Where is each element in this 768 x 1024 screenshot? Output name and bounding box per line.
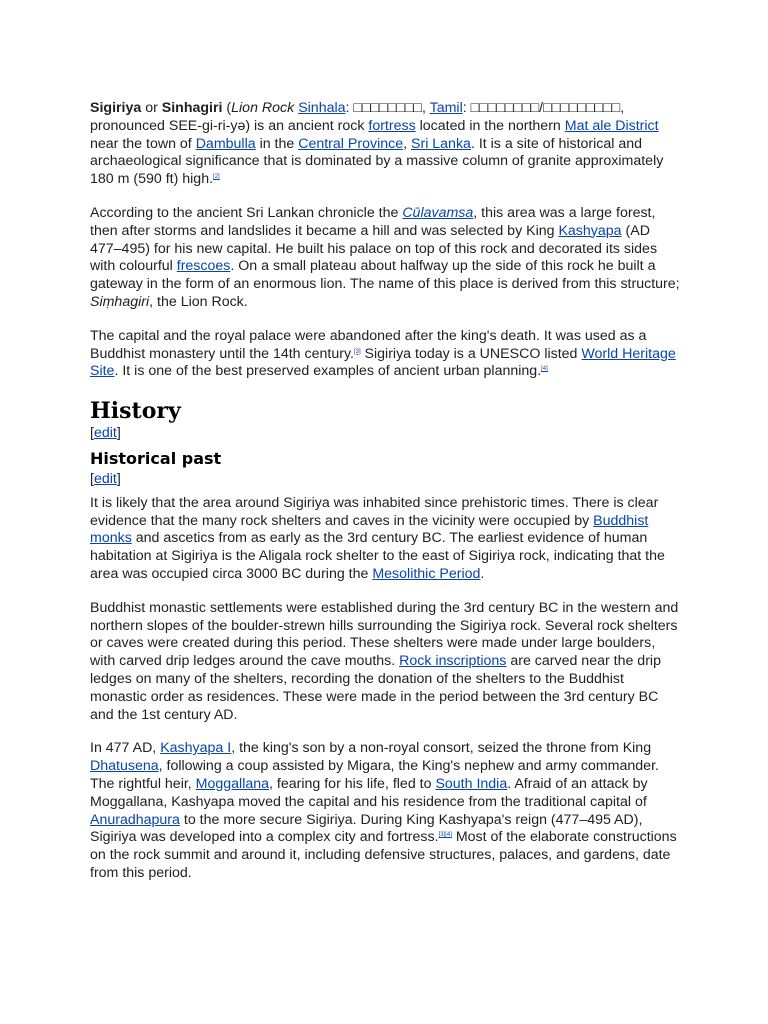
article-body bbox=[90, 100, 680, 899]
link-dambulla[interactable]: Dambulla bbox=[195, 135, 256, 152]
term-simhagiri: Siṃhagiri bbox=[90, 293, 150, 310]
link-rock-inscriptions[interactable]: Rock inscriptions bbox=[399, 653, 507, 670]
link-central-province[interactable]: Central Province bbox=[298, 135, 404, 152]
link-moggallana[interactable]: Moggallana bbox=[195, 775, 270, 792]
reference-marker[interactable] bbox=[213, 174, 220, 180]
intro-paragraph-3: The capital and the royal palace were abandoned after the king's death. It was used as a Buddhist monastery until the 14th century.[3] Sigiriya today is a UNESCO listed World Heritage Site. It is one of the best preserved examples of ancient urban planning.[4] bbox=[90, 327, 676, 380]
reference-marker[interactable] bbox=[354, 349, 361, 355]
history-paragraph-2: Buddhist monastic settlements were established during the 3rd century BC in the western and northern slopes of the boulder-strewn hills surrounding the Sigiriya rock. Several rock shelters or caves were created during this period. These shelters were made under large boulders, with carved drip ledges around the cave mouths. Rock inscriptions are carved near the drip ledges on many of the shelters, recording the donation of the shelters to the Buddhist monastic order as residences. These were made in the period between the 3rd century BC and the 1st century AD. bbox=[90, 599, 679, 723]
intro-paragraph-1: Sigiriya or Sinhagiri (Lion Rock Sinhala: □□□□□□□□, Tamil: □□□□□□□□/□□□□□□□□□, pronounced SEE-gi-ri-yə) is an ancient rock fortress located in the northern Mat ale District near the town of Dambulla in the Central Province, Sri Lanka. It is a site of historical and archaeological significance that is dominated by a massive column of granite approximately 180 m (590 ft) high.[2] bbox=[90, 100, 664, 188]
link-south-india[interactable]: South India bbox=[435, 775, 508, 792]
link-frescoes[interactable]: frescoes bbox=[176, 258, 231, 275]
link-dhatusena[interactable]: Dhatusena bbox=[90, 758, 159, 775]
link-culavamsa[interactable]: Cūlavamsa bbox=[402, 204, 474, 221]
edit-link[interactable]: edit bbox=[93, 470, 117, 487]
edit-section-history: [edit] bbox=[90, 425, 121, 442]
link-mesolithic-period[interactable]: Mesolithic Period bbox=[372, 565, 481, 582]
reference-marker[interactable] bbox=[439, 832, 452, 838]
link-sinhala[interactable]: Sinhala bbox=[298, 100, 346, 116]
reference-link[interactable]: [3] bbox=[353, 348, 361, 355]
sinhala-script: □□□□□□□□ bbox=[353, 100, 422, 116]
reference-link[interactable]: [3][4] bbox=[438, 832, 452, 839]
link-fortress[interactable]: fortress bbox=[368, 117, 416, 134]
edit-section-historical-past: [edit] bbox=[90, 470, 121, 487]
history-paragraph-1: It is likely that the area around Sigiriya was inhabited since prehistoric times. There is clear evidence that the many rock shelters and caves in the vicinity were occupied by Buddhist monks and ascetics from as early as the 3rd century BC. The earliest evidence of human habitation at Sigiriya is the Aligala rock shelter to the east of Sigiriya rock, indicating that the area was occupied circa 3000 BC during the Mesolithic Period. bbox=[90, 494, 665, 582]
link-sri-lanka[interactable]: Sri Lanka bbox=[411, 135, 471, 152]
section-heading-history: History bbox=[90, 398, 181, 425]
subsection-heading-historical-past: Historical past bbox=[90, 448, 222, 468]
reference-marker[interactable] bbox=[541, 366, 548, 372]
link-tamil[interactable]: Tamil bbox=[429, 100, 463, 116]
link-kashyapa-i[interactable]: Kashyapa I bbox=[160, 740, 232, 757]
term-lion-rock: Lion Rock bbox=[231, 100, 295, 116]
reference-link[interactable]: [4] bbox=[541, 366, 548, 373]
link-world-heritage-site[interactable]: World Heritage Site bbox=[90, 345, 676, 380]
link-anuradhapura[interactable]: Anuradhapura bbox=[90, 811, 180, 828]
tamil-script: □□□□□□□□/□□□□□□□□□ bbox=[470, 100, 621, 116]
link-kashyapa[interactable]: Kashyapa bbox=[558, 222, 622, 239]
term-sinhagiri: Sinhagiri bbox=[161, 100, 223, 116]
term-sigiriya: Sigiriya bbox=[90, 100, 142, 116]
intro-paragraph-2: According to the ancient Sri Lankan chronicle the Cūlavamsa, this area was a large forest, then after storms and landslides it became a hill and was selected by King Kashyapa (AD 477–495) for his new capital. He built his palace on top of this rock and decorated its sides with colourful frescoes. On a small plateau about halfway up the side of this rock he built a gateway in the form of an enormous lion. The name of this place is derived from this structure; Siṃhagiri, the Lion Rock. bbox=[90, 204, 680, 310]
reference-link[interactable]: [2] bbox=[213, 174, 220, 181]
edit-link[interactable]: edit bbox=[93, 425, 117, 442]
history-paragraph-3: In 477 AD, Kashyapa I, the king's son by a non-royal consort, seized the throne from King Dhatusena, following a coup assisted by Migara, the King's nephew and army commander. The rightful heir, Moggallana, fearing for his life, fled to South India. Afraid of an attack by Moggallana, Kashyapa moved the capital and his residence from the traditional capital of Anuradhapura to the more secure Sigiriya. During King Kashyapa's reign (477–495 AD), Sigiriya was developed into a complex city and fortress.[3][4] Most of the elaborate constructions on the rock summit and around it, including defensive structures, palaces, and gardens, date from this period. bbox=[90, 740, 677, 881]
link-buddhist-monks[interactable]: Buddhist monks bbox=[90, 512, 649, 547]
link-matale-district[interactable]: Mat ale District bbox=[564, 117, 659, 134]
